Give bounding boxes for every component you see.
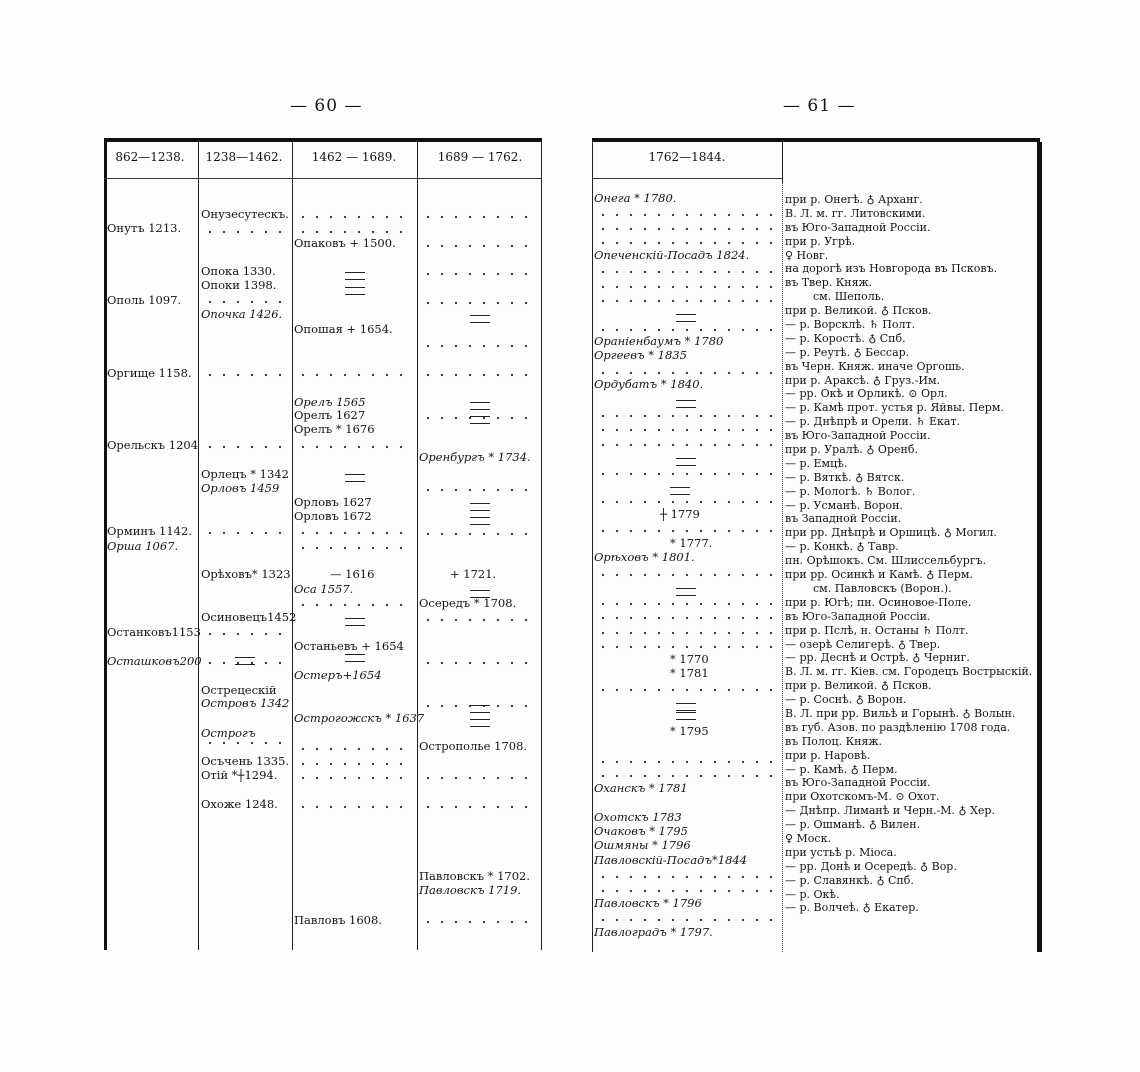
column-divider	[198, 142, 199, 950]
entry-col5: Оргеевъ * 1835	[594, 349, 687, 362]
note-line: въ Юго-Западной Россіи.	[785, 776, 931, 790]
entry-col2: Островъ 1342	[201, 697, 290, 710]
note-line: — р. Окѣ.	[785, 887, 840, 901]
entry-col5: * 1781	[670, 667, 709, 680]
note-line: — р. Вяткѣ. ♁ Вятск.	[785, 470, 905, 484]
note-line: при р. Наровѣ.	[785, 748, 871, 762]
dot-leader	[596, 371, 772, 375]
note-line: при Охотскомъ-М. ⊙ Охот.	[785, 790, 940, 804]
entry-col2: Опоки 1398.	[201, 279, 277, 292]
entry-col3: Орелъ 1627	[294, 409, 366, 422]
entry-col2: Отій *┼1294.	[201, 769, 278, 782]
entry-col4: Павловскъ * 1702.	[419, 870, 530, 883]
dot-leader	[421, 272, 533, 276]
note-line: въ Юго-Западной Россіи.	[785, 609, 931, 623]
note-line: — рр. Донѣ и Осередѣ. ♁ Вор.	[785, 859, 957, 873]
col-header-2: 1238—1462.	[205, 150, 283, 164]
col-header-4: 1689 — 1762.	[437, 150, 523, 164]
dot-leader	[596, 875, 772, 879]
dot-leader	[596, 299, 772, 303]
ditto-mark	[470, 402, 490, 410]
entry-col3: Орелъ * 1676	[294, 423, 375, 436]
ditto-mark	[345, 287, 365, 295]
dot-leader	[296, 805, 408, 809]
ditto-mark	[345, 474, 365, 482]
ditto-mark	[235, 657, 255, 665]
entry-col2: Осиновецъ1452	[201, 611, 297, 624]
note-line: ♀ Новг.	[785, 248, 829, 262]
entry-col3: Орловъ 1672	[294, 510, 372, 523]
dot-leader	[596, 285, 772, 289]
entry-col1: Орельскъ 1204	[107, 439, 199, 452]
entry-col2: Орѣховъ* 1323	[201, 568, 291, 581]
note-line: въ Полоц. Княж.	[785, 734, 882, 748]
entry-col3: Павловъ 1608.	[294, 914, 382, 927]
entry-col3: Орелъ 1565	[294, 396, 366, 409]
table-border-right	[1037, 142, 1042, 952]
ditto-mark	[345, 618, 365, 626]
note-line: — р. Днѣпрѣ и Орели. ♄ Екат.	[785, 415, 961, 429]
note-line: — р. Славянкѣ. ♁ Спб.	[785, 873, 914, 887]
col-header-5: 1762—1844.	[648, 150, 726, 164]
note-line: В. Л. при рр. Вильѣ и Горынѣ. ♁ Волын.	[785, 706, 1016, 720]
note-line: при р. Араксѣ. ♁ Груз.-Им.	[785, 373, 941, 387]
ditto-mark	[676, 712, 696, 720]
ditto-mark	[470, 517, 490, 525]
note-line: — р. Ворсклѣ. ♄ Полт.	[785, 318, 916, 332]
dot-leader	[596, 213, 772, 217]
dot-leader	[296, 776, 408, 780]
note-line: — р. Мологѣ. ♄ Волог.	[785, 484, 916, 498]
note-line: при р. Пслѣ, н. Останы ♄ Полт.	[785, 623, 969, 637]
entry-col5: * 1795	[670, 725, 709, 738]
dot-leader	[596, 500, 772, 504]
note-line: при р. Великой. ♁ Псков.	[785, 679, 932, 693]
entry-col1: Орша 1067.	[107, 540, 179, 553]
ditto-mark	[470, 590, 490, 598]
dot-leader	[296, 747, 408, 751]
note-line: пн. Орѣшокъ. См. Шлиссельбургъ.	[785, 554, 987, 568]
entry-col3: Останьевъ + 1654	[294, 640, 404, 653]
dot-leader	[296, 373, 408, 377]
note-line: въ Западной Россіи.	[785, 512, 902, 526]
dot-leader	[596, 760, 772, 764]
note-line: — р. Камѣ прот. устья р. Яйвы. Перм.	[785, 401, 1004, 415]
ditto-mark	[676, 400, 696, 408]
entry-col4: Павловскъ 1719.	[419, 884, 522, 897]
ditto-mark	[676, 703, 696, 711]
dot-leader	[596, 227, 772, 231]
entry-col5: Ошмяны * 1796	[594, 839, 691, 852]
entry-col1: Орминъ 1142.	[107, 525, 192, 538]
dot-leader	[596, 328, 772, 332]
column-divider	[417, 142, 418, 950]
entry-col5: Очаковъ * 1795	[594, 825, 688, 838]
ditto-mark	[345, 654, 365, 662]
dot-leader	[296, 531, 408, 535]
entry-col5: * 1777.	[670, 537, 713, 550]
note-line: — р. Соснѣ. ♁ Ворон.	[785, 693, 907, 707]
dot-leader	[296, 215, 408, 219]
ditto-mark	[470, 503, 490, 511]
note-line: въ Юго-Западной Россіи.	[785, 429, 931, 443]
note-line: — рр. Окѣ и Орликѣ. ⊙ Орл.	[785, 387, 948, 401]
dot-leader	[596, 414, 772, 418]
ditto-mark	[470, 705, 490, 713]
entry-col2: Онузесутескъ.	[201, 208, 289, 221]
dot-leader	[203, 445, 283, 449]
dot-leader	[203, 632, 283, 636]
dot-leader	[296, 762, 408, 766]
entry-col1: Останковъ1153	[107, 626, 201, 639]
dot-leader	[421, 532, 533, 536]
dot-leader	[596, 270, 772, 274]
dot-leader	[596, 241, 772, 245]
note-line: — р. Конкѣ. ♁ Тавр.	[785, 540, 899, 554]
note-line: — р. Емцѣ.	[785, 456, 848, 470]
dot-leader	[421, 661, 533, 665]
entry-col5: Павловскъ * 1796	[594, 897, 702, 910]
column-divider	[292, 142, 293, 950]
note-line: — р. Коростѣ. ♁ Спб.	[785, 331, 906, 345]
entry-col2: Орловъ 1459	[201, 482, 280, 495]
ditto-mark	[470, 719, 490, 727]
column-divider	[782, 182, 783, 952]
entry-col5: Опеченскій-Посадъ 1824.	[594, 249, 750, 262]
note-line: — р. Волчеѣ. ♁ Екатер.	[785, 901, 919, 915]
entry-col3: Остеръ+1654	[294, 669, 382, 682]
entry-col2: Острогъ	[201, 727, 256, 740]
dot-leader	[421, 373, 533, 377]
ditto-mark	[676, 588, 696, 596]
dot-leader	[596, 573, 772, 577]
entry-col1: Онутъ 1213.	[107, 222, 182, 235]
dot-leader	[421, 301, 533, 305]
entry-col5: Онега * 1780.	[594, 192, 677, 205]
entry-col4: Оренбургъ * 1734.	[419, 451, 531, 464]
entry-col2: Орлецъ * 1342	[201, 468, 289, 481]
entry-col3: — 1616	[330, 568, 375, 581]
entry-col3: Орловъ 1627	[294, 496, 372, 509]
entry-col2: Опочка 1426.	[201, 308, 283, 321]
dot-leader	[203, 531, 283, 535]
entry-col5: Павлоградъ * 1797.	[594, 926, 713, 939]
entry-col2: Острецескій	[201, 684, 277, 697]
dot-leader	[296, 603, 408, 607]
col-header-3: 1462 — 1689.	[311, 150, 397, 164]
note-line: при устьѣ р. Мiоса.	[785, 845, 897, 859]
note-line: въ губ. Азов. по раздѣленію 1708 года.	[785, 720, 1011, 734]
dot-leader	[596, 616, 772, 620]
dot-leader	[421, 776, 533, 780]
note-line: въ Черн. Княж. иначе Оргошь.	[785, 359, 965, 373]
entry-col3: Опаковъ + 1500.	[294, 237, 396, 250]
note-line: при р. Югѣ; пн. Осиновое-Поле.	[785, 595, 972, 609]
dot-leader	[596, 889, 772, 893]
dot-leader	[203, 741, 283, 745]
entry-col4: Осередъ * 1708.	[419, 597, 517, 610]
dot-leader	[596, 688, 772, 692]
note-line: на дорогѣ изъ Новгорода въ Псковъ.	[785, 262, 998, 276]
dot-leader	[421, 215, 533, 219]
note-line: при рр. Осинкѣ и Камѣ. ♁ Перм.	[785, 568, 973, 582]
dot-leader	[596, 631, 772, 635]
note-line: — р. Усманѣ. Ворон.	[785, 498, 903, 512]
entry-col5: Оханскъ * 1781	[594, 782, 688, 795]
note-line: см. Павловскъ (Ворон.).	[813, 581, 952, 595]
dot-leader	[296, 445, 408, 449]
note-line: — р. Камѣ. ♁ Перм.	[785, 762, 898, 776]
note-line: ♀ Моск.	[785, 831, 831, 845]
dot-leader	[421, 805, 533, 809]
dot-leader	[421, 488, 533, 492]
dot-leader	[596, 645, 772, 649]
note-line: при р. Уралѣ. ♁ Оренб.	[785, 443, 918, 457]
dot-leader	[421, 344, 533, 348]
dot-leader	[203, 373, 283, 377]
dot-leader	[421, 618, 533, 622]
ditto-mark	[676, 314, 696, 322]
note-line: въ Твер. Княж.	[785, 276, 873, 290]
note-line: — р. Реутѣ. ♁ Бессар.	[785, 345, 910, 359]
ditto-mark	[470, 416, 490, 424]
entry-col5: Орѣховъ * 1801.	[594, 551, 695, 564]
ditto-mark	[345, 272, 365, 280]
entry-col5: Павловскій-Посадъ*1844	[594, 854, 748, 867]
dot-leader	[421, 920, 533, 924]
entry-col3: Острогожскъ * 1637	[294, 712, 425, 725]
table-border-right	[541, 142, 542, 950]
dot-leader	[596, 472, 772, 476]
entry-col2: Охоже 1248.	[201, 798, 278, 811]
dot-leader	[596, 428, 772, 432]
note-line: — рр. Деснѣ и Острѣ. ♁ Черниг.	[785, 651, 970, 665]
note-line: В. Л. м. гг. Кіев. см. Городецъ Вострыскій.	[785, 665, 1033, 679]
entry-col1: Ополь 1097.	[107, 294, 182, 307]
column-divider	[782, 142, 783, 182]
note-line: — р. Ошманѣ. ♁ Вилен.	[785, 818, 921, 832]
dot-leader	[596, 602, 772, 606]
page-number-left: — 60 —	[290, 96, 363, 116]
note-line: при рр. Днѣпрѣ и Оршицѣ. ♁ Могил.	[785, 526, 997, 540]
col-header-1: 862—1238.	[115, 150, 185, 164]
entry-col4: + 1721.	[450, 568, 497, 581]
note-line: — Днѣпр. Лиманѣ и Черн.-М. ♁ Хер.	[785, 804, 995, 818]
dot-leader	[596, 918, 772, 922]
dot-leader	[596, 443, 772, 447]
ditto-mark	[470, 315, 490, 323]
dot-leader	[203, 300, 283, 304]
entry-col2: Осъчень 1335.	[201, 755, 290, 768]
entry-col5: * 1770	[670, 653, 709, 666]
note-line: — озерѣ Селигерѣ. ♁ Твер.	[785, 637, 941, 651]
dot-leader	[203, 230, 283, 234]
entry-col4: Острополье 1708.	[419, 740, 528, 753]
note-line: при р. Угрѣ.	[785, 234, 856, 248]
entry-col3: Оса 1557.	[294, 583, 354, 596]
ditto-mark	[676, 458, 696, 466]
dot-leader	[421, 244, 533, 248]
note-line: см. Шеполь.	[813, 290, 885, 304]
note-line: В. Л. м. гг. Литовскими.	[785, 206, 926, 220]
header-rule	[592, 178, 782, 179]
entry-col5: Ораніенбаумъ * 1780	[594, 335, 724, 348]
header-rule	[104, 178, 542, 179]
page-number-right: — 61 —	[783, 96, 856, 116]
entry-col1: Осташковъ200	[107, 655, 202, 668]
entry-col5: ┼ 1779	[660, 508, 700, 521]
dot-leader	[596, 529, 772, 533]
entry-col2: Опока 1330.	[201, 265, 276, 278]
dot-leader	[296, 546, 408, 550]
note-line: при р. Онегѣ. ♁ Арханг.	[785, 193, 923, 206]
note-line: въ Юго-Западной Россіи.	[785, 220, 931, 234]
table-border-left	[592, 142, 593, 952]
dot-leader	[296, 230, 408, 234]
entry-col5: Охотскъ 1783	[594, 811, 682, 824]
ditto-mark	[670, 487, 690, 495]
entry-col3: Опошая + 1654.	[294, 323, 393, 336]
dot-leader	[596, 774, 772, 778]
entry-col1: Оргище 1158.	[107, 367, 192, 380]
notes-column	[785, 193, 1037, 915]
note-line: при р. Великой. ♁ Псков.	[785, 304, 932, 318]
entry-col5: Ордубатъ * 1840.	[594, 378, 704, 391]
